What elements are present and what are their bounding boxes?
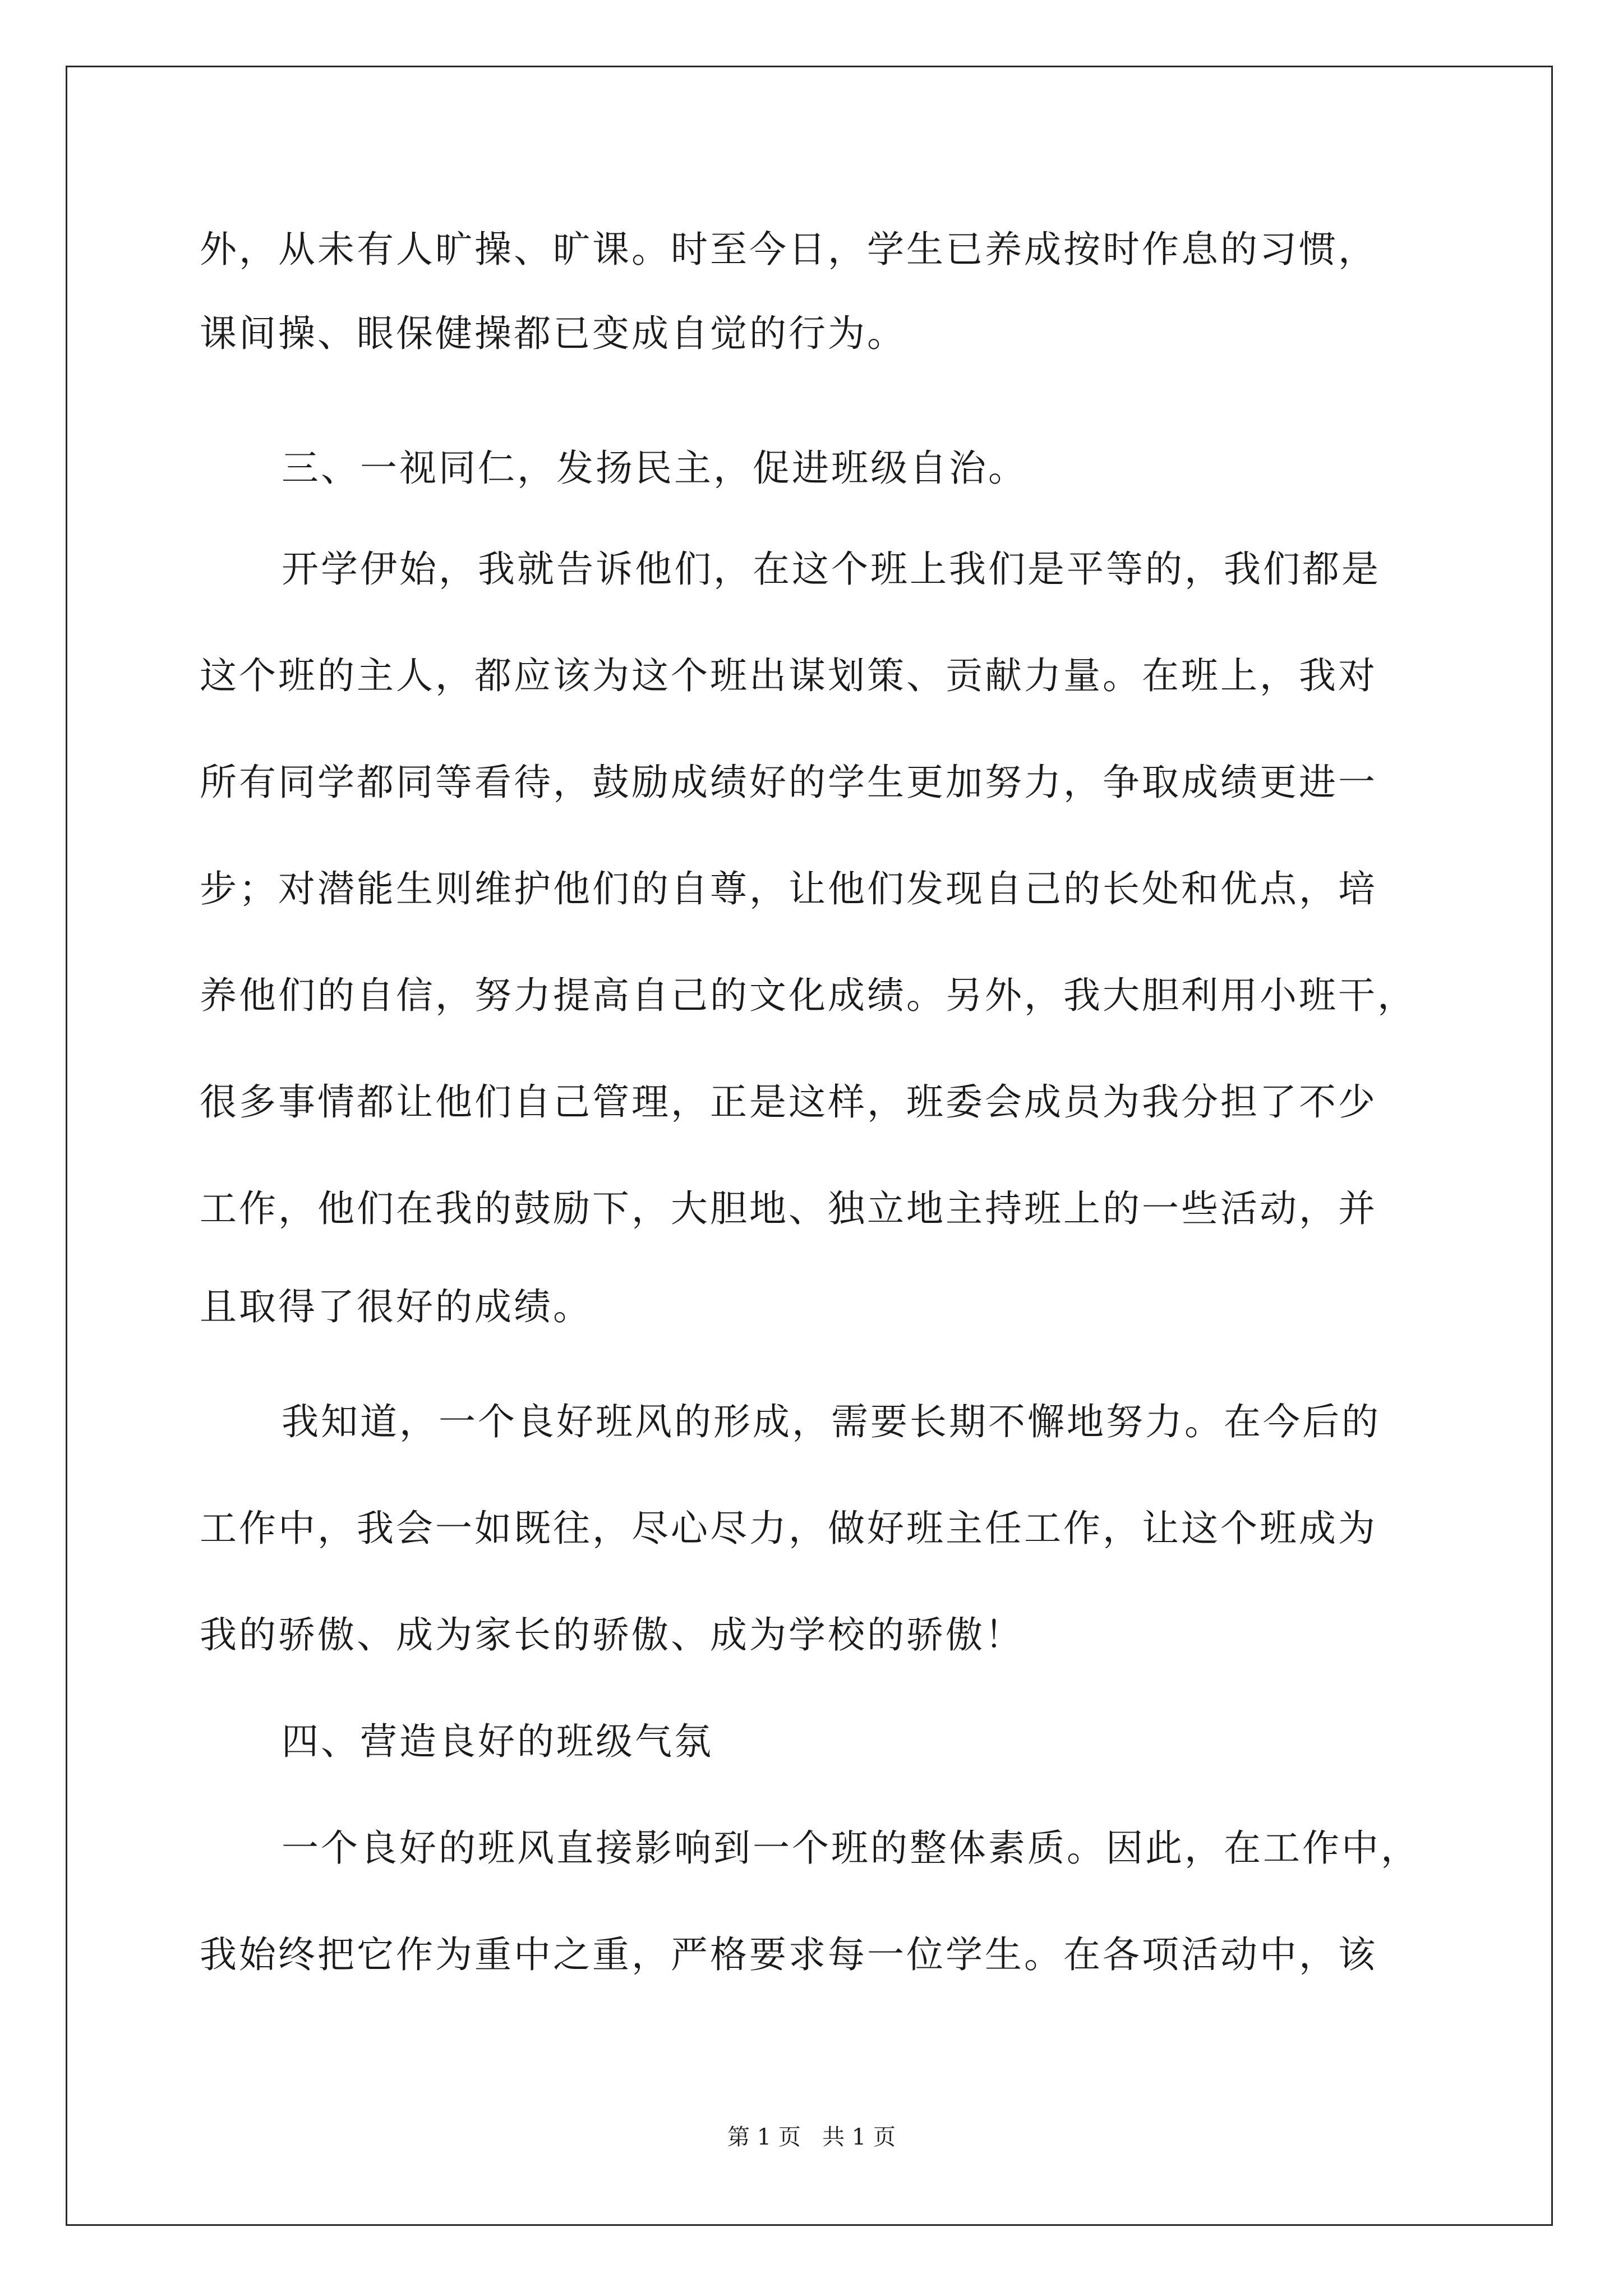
- page-number: 第 1 页 共 1 页: [727, 2124, 896, 2150]
- body-line: 这个班的主人，都应该为这个班出谋划策、贡献力量。在班上，我对: [200, 654, 1377, 697]
- section-heading: 三、一视同仁，发扬民主，促进班级自治。: [282, 447, 1027, 490]
- body-line: 我知道，一个良好班风的形成，需要长期不懈地努力。在今后的: [282, 1400, 1381, 1443]
- body-line: 养他们的自信，努力提高自己的文化成绩。另外，我大胆利用小班干，: [200, 974, 1417, 1017]
- body-line: 课间操、眼保健操都已变成自觉的行为。: [200, 312, 906, 355]
- body-line: 工作中，我会一如既往，尽心尽力，做好班主任工作，让这个班成为: [200, 1507, 1377, 1550]
- page-border: [66, 66, 1553, 2226]
- body-line: 很多事情都让他们自己管理，正是这样，班委会成员为我分担了不少: [200, 1080, 1377, 1124]
- body-line: 我始终把它作为重中之重，严格要求每一位学生。在各项活动中，该: [200, 1933, 1377, 1976]
- body-line: 我的骄傲、成为家长的骄傲、成为学校的骄傲！: [200, 1613, 1024, 1657]
- body-line: 工作，他们在我的鼓励下，大胆地、独立地主持班上的一些活动，并: [200, 1187, 1377, 1230]
- body-line: 且取得了很好的成绩。: [200, 1285, 592, 1328]
- body-line: 开学伊始，我就告诉他们，在这个班上我们是平等的，我们都是: [282, 547, 1381, 591]
- body-line: 外，从未有人旷操、旷课。时至今日，学生已养成按时作息的习惯，: [200, 228, 1377, 271]
- section-heading: 四、营造良好的班级气氛: [282, 1720, 713, 1763]
- body-line: 所有同学都同等看待，鼓励成绩好的学生更加努力，争取成绩更进一: [200, 761, 1377, 804]
- body-line: 一个良好的班风直接影响到一个班的整体素质。因此，在工作中，: [282, 1826, 1420, 1870]
- body-line: 步；对潜能生则维护他们的自尊，让他们发现自己的长处和优点，培: [200, 867, 1377, 910]
